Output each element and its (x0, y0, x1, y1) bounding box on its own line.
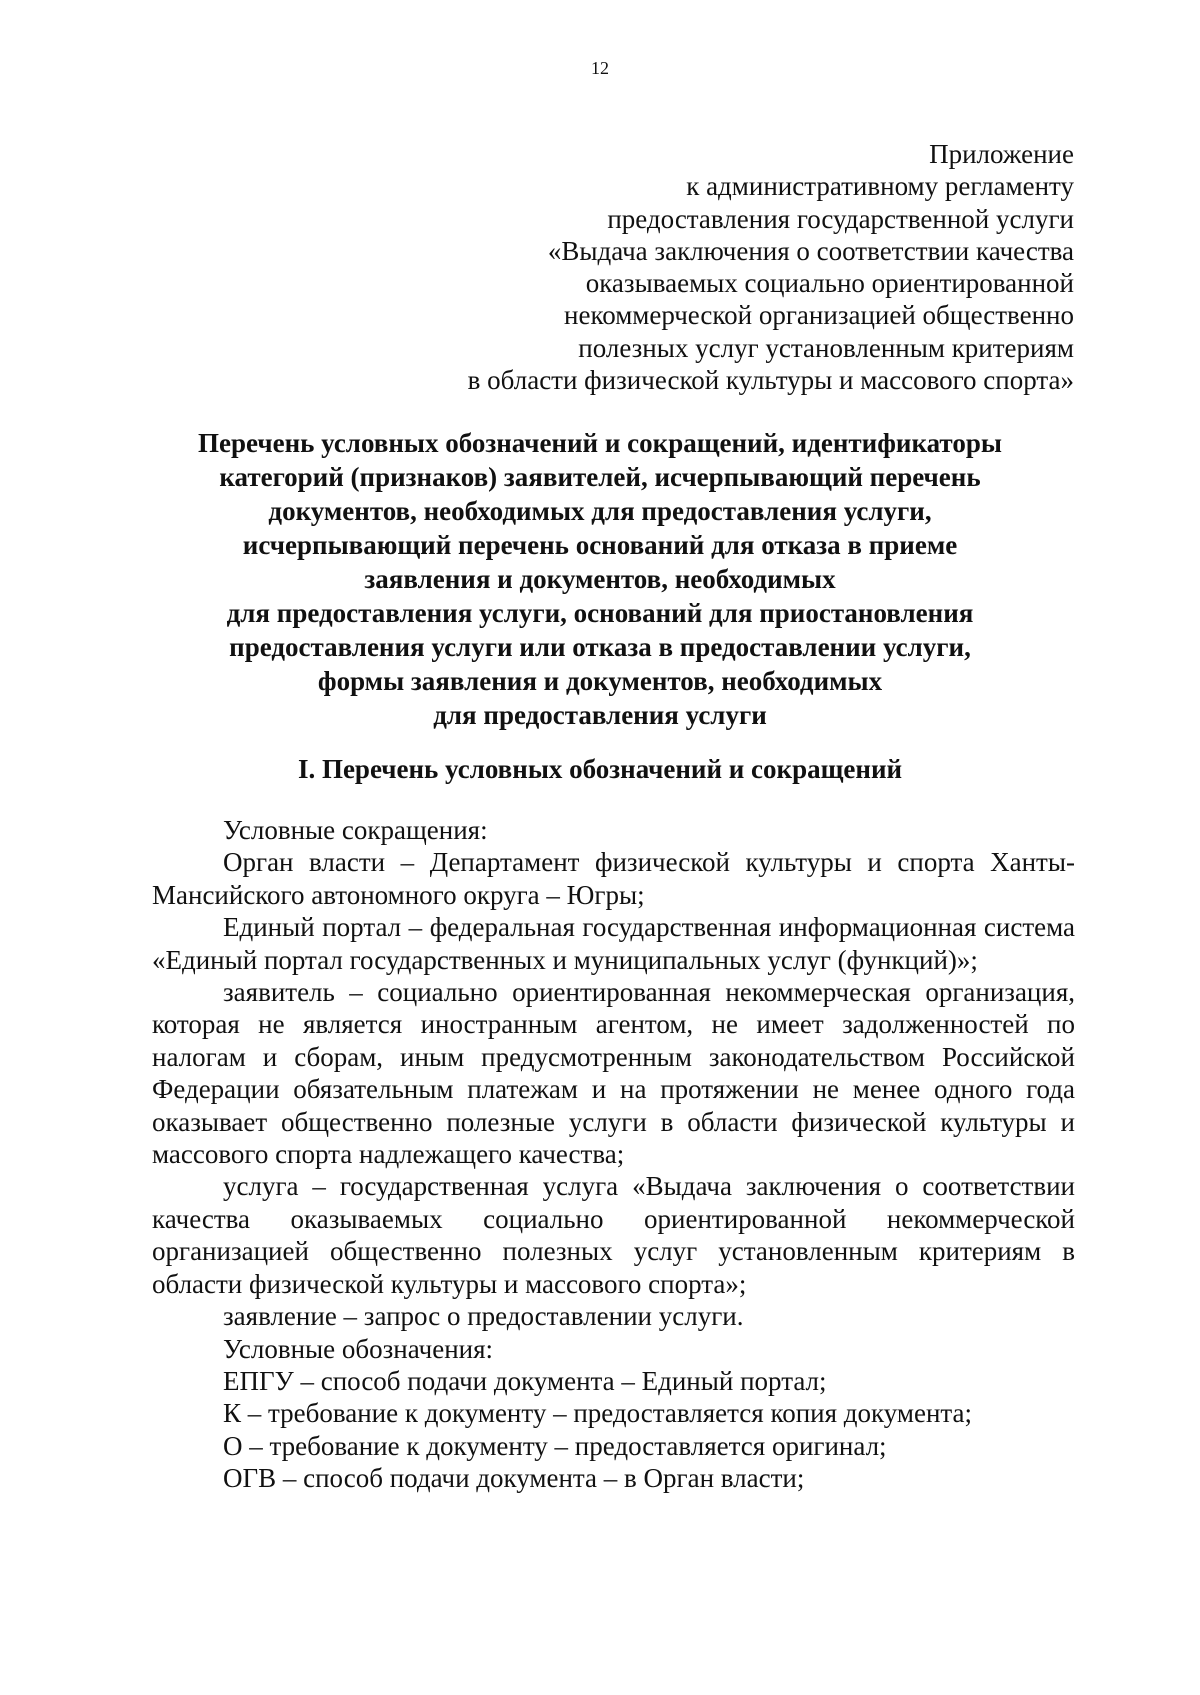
body-text (152, 814, 1075, 1495)
paragraph-applicant: заявитель – социально ориентированная некоммерческая организация, которая не является иностранным агентом, не имеет задолженностей по налогам и сборам, иным предусмотренным законодательством Российской Федерации обязательным платежам и на протяжении не менее одного года оказывает общественно полезные услуги в области физической культуры и массового спорта надлежащего качества; (152, 977, 1075, 1170)
appendix-line: некоммерческой организацией общественно (564, 300, 1074, 331)
title-line: предоставления услуги или отказа в предоставлении услуги, (229, 632, 971, 662)
paragraph-application: заявление – запрос о предоставлении услуги. (223, 1301, 744, 1332)
appendix-line: полезных услуг установленным критериям (578, 332, 1074, 363)
document-title (0, 426, 1200, 732)
title-line: исчерпывающий перечень оснований для отказа в приеме (242, 530, 958, 560)
title-line: для предоставления услуги (433, 700, 767, 730)
paragraph-authority: Орган власти – Департамент физической культуры и спорта Ханты-Мансийского автономного округа – Югры; (152, 847, 1075, 910)
paragraph-abbreviations-label: Условные сокращения: (223, 815, 488, 845)
appendix-line: в области физической культуры и массового спорта» (467, 365, 1074, 396)
title-line: для предоставления услуги, оснований для приостановления (226, 598, 974, 628)
paragraph-epgu: ЕПГУ – способ подачи документа – Единый портал; (223, 1365, 827, 1396)
title-line: категорий (признаков) заявителей, исчерпывающий перечень (219, 462, 981, 492)
appendix-line: к административному регламенту (686, 171, 1074, 202)
paragraph-service: услуга – государственная услуга «Выдача заключения о соответствии качества оказываемых социально ориентированной некоммерческой организацией общественно полезных услуг установленным критериям в области физической культуры и массового спорта»; (152, 1171, 1075, 1299)
page-number: 12 (591, 58, 609, 78)
section-heading: I. Перечень условных обозначений и сокращений (297, 754, 903, 784)
paragraph-symbols-label: Условные обозначения: (223, 1333, 494, 1364)
appendix-block (468, 138, 1074, 396)
title-line: Перечень условных обозначений и сокращений, идентификаторы (198, 428, 1002, 458)
paragraph-portal: Единый портал – федеральная государственная информационная система «Единый портал государственных и муниципальных услуг (функций)»; (152, 912, 1075, 975)
title-line: заявления и документов, необходимых (364, 564, 836, 594)
appendix-line: предоставления государственной услуги (607, 203, 1074, 234)
appendix-line: «Выдача заключения о соответствии качества (547, 235, 1074, 266)
paragraph-k: К – требование к документу – предоставляется копия документа; (223, 1398, 973, 1429)
title-line: формы заявления и документов, необходимых (317, 666, 883, 696)
appendix-line: оказываемых социально ориентированной (585, 268, 1074, 299)
title-line: документов, необходимых для предоставления услуги, (268, 496, 932, 526)
paragraph-o: О – требование к документу – предоставляется оригинал; (223, 1430, 887, 1461)
appendix-line: Приложение (929, 139, 1074, 169)
paragraph-ogv: ОГВ – способ подачи документа – в Орган власти; (223, 1463, 805, 1494)
